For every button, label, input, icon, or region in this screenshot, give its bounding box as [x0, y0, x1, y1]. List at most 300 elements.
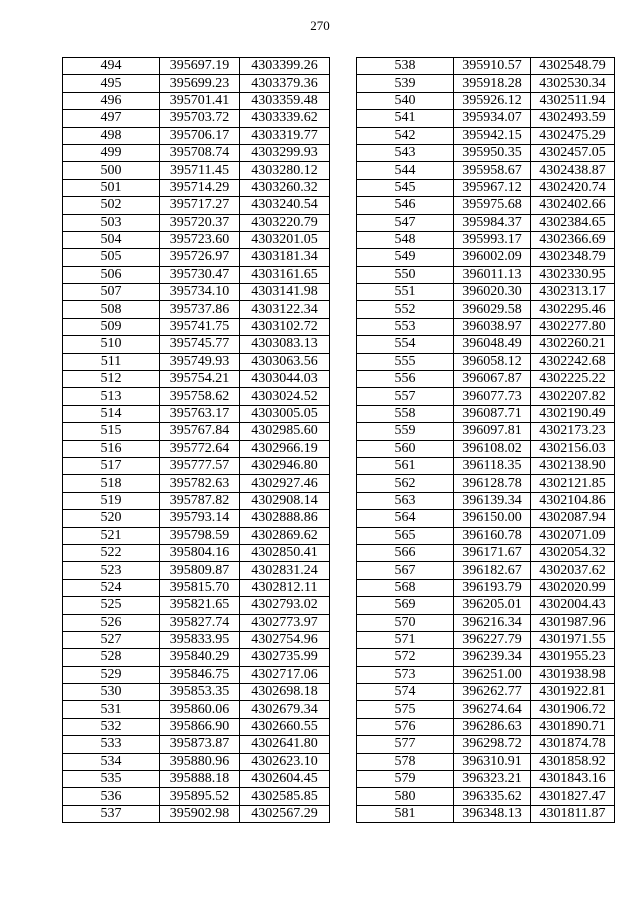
table-row: [63, 405, 330, 422]
point-number-cell: 536: [63, 788, 160, 805]
point-number-cell: 503: [63, 214, 160, 231]
y-coordinate-cell: 4303260.32: [240, 179, 330, 196]
point-number-cell: 571: [357, 631, 454, 648]
y-coordinate-cell: 4302384.65: [531, 214, 615, 231]
point-number-cell: 558: [357, 405, 454, 422]
point-number-cell: 522: [63, 544, 160, 561]
point-number-cell: 500: [63, 162, 160, 179]
table-row: [63, 336, 330, 353]
y-coordinate-cell: 4302641.80: [240, 736, 330, 753]
y-coordinate-cell: 4302511.94: [531, 92, 615, 109]
point-number-cell: 561: [357, 457, 454, 474]
point-number-cell: 575: [357, 701, 454, 718]
x-coordinate-cell: 395701.41: [160, 92, 240, 109]
point-number-cell: 540: [357, 92, 454, 109]
point-number-cell: 548: [357, 231, 454, 248]
x-coordinate-cell: 395926.12: [454, 92, 531, 109]
right-coordinate-table: [356, 57, 615, 823]
table-row: [63, 684, 330, 701]
point-number-cell: 527: [63, 631, 160, 648]
x-coordinate-cell: 395717.27: [160, 197, 240, 214]
x-coordinate-cell: 396193.79: [454, 579, 531, 596]
x-coordinate-cell: 395827.74: [160, 614, 240, 631]
table-row: [357, 597, 615, 614]
table-row: [63, 110, 330, 127]
table-row: [63, 371, 330, 388]
table-row: [63, 388, 330, 405]
table-row: [357, 631, 615, 648]
point-number-cell: 515: [63, 423, 160, 440]
point-number-cell: 543: [357, 144, 454, 161]
table-row: [63, 492, 330, 509]
table-row: [357, 771, 615, 788]
point-number-cell: 530: [63, 684, 160, 701]
table-row: [357, 510, 615, 527]
table-row: [357, 231, 615, 248]
y-coordinate-cell: 4302966.19: [240, 440, 330, 457]
point-number-cell: 517: [63, 457, 160, 474]
y-coordinate-cell: 4302548.79: [531, 58, 615, 75]
page-number: 270: [310, 18, 330, 33]
table-row: [63, 58, 330, 75]
point-number-cell: 513: [63, 388, 160, 405]
table-row: [63, 440, 330, 457]
table-row: [357, 318, 615, 335]
y-coordinate-cell: 4302660.55: [240, 718, 330, 735]
table-row: [357, 110, 615, 127]
x-coordinate-cell: 396171.67: [454, 544, 531, 561]
point-number-cell: 501: [63, 179, 160, 196]
table-row: [63, 92, 330, 109]
table-row: [357, 684, 615, 701]
y-coordinate-cell: 4302831.24: [240, 562, 330, 579]
table-row: [357, 614, 615, 631]
table-row: [63, 301, 330, 318]
y-coordinate-cell: 4302207.82: [531, 388, 615, 405]
x-coordinate-cell: 396216.34: [454, 614, 531, 631]
point-number-cell: 552: [357, 301, 454, 318]
table-row: [63, 179, 330, 196]
y-coordinate-cell: 4302054.32: [531, 544, 615, 561]
table-row: [357, 666, 615, 683]
point-number-cell: 519: [63, 492, 160, 509]
table-row: [357, 179, 615, 196]
table-row: [357, 544, 615, 561]
left-table-body: [63, 58, 330, 823]
point-number-cell: 512: [63, 371, 160, 388]
point-number-cell: 525: [63, 597, 160, 614]
x-coordinate-cell: 395741.75: [160, 318, 240, 335]
y-coordinate-cell: 4301922.81: [531, 684, 615, 701]
y-coordinate-cell: 4302242.68: [531, 353, 615, 370]
y-coordinate-cell: 4302348.79: [531, 249, 615, 266]
y-coordinate-cell: 4301811.87: [531, 805, 615, 822]
y-coordinate-cell: 4302438.87: [531, 162, 615, 179]
x-coordinate-cell: 396020.30: [454, 284, 531, 301]
x-coordinate-cell: 396335.62: [454, 788, 531, 805]
point-number-cell: 557: [357, 388, 454, 405]
x-coordinate-cell: 396139.34: [454, 492, 531, 509]
y-coordinate-cell: 4302850.41: [240, 544, 330, 561]
x-coordinate-cell: 395758.62: [160, 388, 240, 405]
x-coordinate-cell: 395714.29: [160, 179, 240, 196]
x-coordinate-cell: 395975.68: [454, 197, 531, 214]
x-coordinate-cell: 396077.73: [454, 388, 531, 405]
x-coordinate-cell: 396038.97: [454, 318, 531, 335]
table-row: [357, 58, 615, 75]
x-coordinate-cell: 395737.86: [160, 301, 240, 318]
x-coordinate-cell: 395723.60: [160, 231, 240, 248]
x-coordinate-cell: 395749.93: [160, 353, 240, 370]
x-coordinate-cell: 396310.91: [454, 753, 531, 770]
point-number-cell: 545: [357, 179, 454, 196]
x-coordinate-cell: 396323.21: [454, 771, 531, 788]
y-coordinate-cell: 4302585.85: [240, 788, 330, 805]
point-number-cell: 570: [357, 614, 454, 631]
point-number-cell: 569: [357, 597, 454, 614]
y-coordinate-cell: 4302567.29: [240, 805, 330, 822]
table-row: [357, 353, 615, 370]
y-coordinate-cell: 4302869.62: [240, 527, 330, 544]
table-row: [63, 457, 330, 474]
table-row: [357, 284, 615, 301]
y-coordinate-cell: 4301938.98: [531, 666, 615, 683]
x-coordinate-cell: 395703.72: [160, 110, 240, 127]
table-row: [357, 144, 615, 161]
x-coordinate-cell: 396058.12: [454, 353, 531, 370]
point-number-cell: 538: [357, 58, 454, 75]
x-coordinate-cell: 395993.17: [454, 231, 531, 248]
y-coordinate-cell: 4301843.16: [531, 771, 615, 788]
table-row: [63, 631, 330, 648]
y-coordinate-cell: 4301906.72: [531, 701, 615, 718]
y-coordinate-cell: 4302121.85: [531, 475, 615, 492]
point-number-cell: 504: [63, 231, 160, 248]
x-coordinate-cell: 395815.70: [160, 579, 240, 596]
point-number-cell: 581: [357, 805, 454, 822]
y-coordinate-cell: 4302004.43: [531, 597, 615, 614]
x-coordinate-cell: 395697.19: [160, 58, 240, 75]
point-number-cell: 562: [357, 475, 454, 492]
table-row: [63, 231, 330, 248]
table-row: [63, 701, 330, 718]
x-coordinate-cell: 395809.87: [160, 562, 240, 579]
x-coordinate-cell: 395708.74: [160, 144, 240, 161]
point-number-cell: 577: [357, 736, 454, 753]
x-coordinate-cell: 396097.81: [454, 423, 531, 440]
y-coordinate-cell: 4303379.36: [240, 75, 330, 92]
x-coordinate-cell: 396160.78: [454, 527, 531, 544]
y-coordinate-cell: 4302313.17: [531, 284, 615, 301]
y-coordinate-cell: 4302330.95: [531, 266, 615, 283]
table-row: [357, 249, 615, 266]
point-number-cell: 531: [63, 701, 160, 718]
x-coordinate-cell: 395984.37: [454, 214, 531, 231]
x-coordinate-cell: 395902.98: [160, 805, 240, 822]
table-row: [357, 405, 615, 422]
y-coordinate-cell: 4301971.55: [531, 631, 615, 648]
x-coordinate-cell: 395950.35: [454, 144, 531, 161]
x-coordinate-cell: 395821.65: [160, 597, 240, 614]
point-number-cell: 523: [63, 562, 160, 579]
y-coordinate-cell: 4303339.62: [240, 110, 330, 127]
y-coordinate-cell: 4302493.59: [531, 110, 615, 127]
table-row: [63, 597, 330, 614]
x-coordinate-cell: 395734.10: [160, 284, 240, 301]
x-coordinate-cell: 395798.59: [160, 527, 240, 544]
y-coordinate-cell: 4302277.80: [531, 318, 615, 335]
point-number-cell: 553: [357, 318, 454, 335]
y-coordinate-cell: 4302475.29: [531, 127, 615, 144]
y-coordinate-cell: 4302402.66: [531, 197, 615, 214]
point-number-cell: 533: [63, 736, 160, 753]
x-coordinate-cell: 395833.95: [160, 631, 240, 648]
x-coordinate-cell: 395754.21: [160, 371, 240, 388]
x-coordinate-cell: 396128.78: [454, 475, 531, 492]
x-coordinate-cell: 395888.18: [160, 771, 240, 788]
point-number-cell: 578: [357, 753, 454, 770]
y-coordinate-cell: 4301858.92: [531, 753, 615, 770]
y-coordinate-cell: 4302037.62: [531, 562, 615, 579]
point-number-cell: 520: [63, 510, 160, 527]
x-coordinate-cell: 395730.47: [160, 266, 240, 283]
table-row: [63, 544, 330, 561]
point-number-cell: 495: [63, 75, 160, 92]
x-coordinate-cell: 396239.34: [454, 649, 531, 666]
x-coordinate-cell: 396108.02: [454, 440, 531, 457]
point-number-cell: 496: [63, 92, 160, 109]
x-coordinate-cell: 395782.63: [160, 475, 240, 492]
point-number-cell: 539: [357, 75, 454, 92]
table-row: [357, 753, 615, 770]
x-coordinate-cell: 396002.09: [454, 249, 531, 266]
x-coordinate-cell: 395720.37: [160, 214, 240, 231]
table-row: [357, 214, 615, 231]
point-number-cell: 551: [357, 284, 454, 301]
point-number-cell: 528: [63, 649, 160, 666]
x-coordinate-cell: 395853.35: [160, 684, 240, 701]
table-row: [357, 197, 615, 214]
table-row: [63, 423, 330, 440]
x-coordinate-cell: 396274.64: [454, 701, 531, 718]
y-coordinate-cell: 4301874.78: [531, 736, 615, 753]
table-row: [63, 353, 330, 370]
x-coordinate-cell: 395918.28: [454, 75, 531, 92]
y-coordinate-cell: 4303102.72: [240, 318, 330, 335]
y-coordinate-cell: 4301827.47: [531, 788, 615, 805]
y-coordinate-cell: 4301890.71: [531, 718, 615, 735]
point-number-cell: 541: [357, 110, 454, 127]
x-coordinate-cell: 396286.63: [454, 718, 531, 735]
y-coordinate-cell: 4303399.26: [240, 58, 330, 75]
point-number-cell: 559: [357, 423, 454, 440]
table-row: [63, 475, 330, 492]
table-row: [63, 562, 330, 579]
y-coordinate-cell: 4302946.80: [240, 457, 330, 474]
table-row: [63, 614, 330, 631]
y-coordinate-cell: 4302260.21: [531, 336, 615, 353]
x-coordinate-cell: 395910.57: [454, 58, 531, 75]
point-number-cell: 549: [357, 249, 454, 266]
table-row: [357, 492, 615, 509]
point-number-cell: 550: [357, 266, 454, 283]
table-row: [357, 579, 615, 596]
x-coordinate-cell: 395967.12: [454, 179, 531, 196]
point-number-cell: 516: [63, 440, 160, 457]
x-coordinate-cell: 395772.64: [160, 440, 240, 457]
x-coordinate-cell: 396251.00: [454, 666, 531, 683]
y-coordinate-cell: 4303201.05: [240, 231, 330, 248]
y-coordinate-cell: 4302420.74: [531, 179, 615, 196]
point-number-cell: 542: [357, 127, 454, 144]
x-coordinate-cell: 395895.52: [160, 788, 240, 805]
table-row: [357, 475, 615, 492]
x-coordinate-cell: 395880.96: [160, 753, 240, 770]
x-coordinate-cell: 395745.77: [160, 336, 240, 353]
table-row: [357, 805, 615, 822]
table-row: [63, 144, 330, 161]
table-row: [357, 701, 615, 718]
table-row: [63, 127, 330, 144]
point-number-cell: 505: [63, 249, 160, 266]
table-row: [63, 318, 330, 335]
y-coordinate-cell: 4303181.34: [240, 249, 330, 266]
x-coordinate-cell: 396011.13: [454, 266, 531, 283]
y-coordinate-cell: 4303024.52: [240, 388, 330, 405]
x-coordinate-cell: 395726.97: [160, 249, 240, 266]
y-coordinate-cell: 4303240.54: [240, 197, 330, 214]
table-row: [357, 75, 615, 92]
point-number-cell: 568: [357, 579, 454, 596]
point-number-cell: 546: [357, 197, 454, 214]
table-row: [357, 266, 615, 283]
y-coordinate-cell: 4302985.60: [240, 423, 330, 440]
point-number-cell: 547: [357, 214, 454, 231]
y-coordinate-cell: 4302927.46: [240, 475, 330, 492]
point-number-cell: 502: [63, 197, 160, 214]
table-row: [357, 527, 615, 544]
point-number-cell: 564: [357, 510, 454, 527]
table-row: [357, 388, 615, 405]
table-row: [357, 423, 615, 440]
point-number-cell: 532: [63, 718, 160, 735]
y-coordinate-cell: 4302225.22: [531, 371, 615, 388]
y-coordinate-cell: 4301987.96: [531, 614, 615, 631]
point-number-cell: 554: [357, 336, 454, 353]
point-number-cell: 511: [63, 353, 160, 370]
table-row: [63, 805, 330, 822]
y-coordinate-cell: 4303220.79: [240, 214, 330, 231]
point-number-cell: 497: [63, 110, 160, 127]
y-coordinate-cell: 4302295.46: [531, 301, 615, 318]
x-coordinate-cell: 395873.87: [160, 736, 240, 753]
x-coordinate-cell: 395846.75: [160, 666, 240, 683]
point-number-cell: 534: [63, 753, 160, 770]
table-row: [63, 510, 330, 527]
x-coordinate-cell: 396348.13: [454, 805, 531, 822]
x-coordinate-cell: 396262.77: [454, 684, 531, 701]
y-coordinate-cell: 4302793.02: [240, 597, 330, 614]
table-row: [63, 718, 330, 735]
point-number-cell: 506: [63, 266, 160, 283]
x-coordinate-cell: 396298.72: [454, 736, 531, 753]
y-coordinate-cell: 4302087.94: [531, 510, 615, 527]
table-row: [357, 788, 615, 805]
y-coordinate-cell: 4303063.56: [240, 353, 330, 370]
x-coordinate-cell: 395711.45: [160, 162, 240, 179]
y-coordinate-cell: 4303319.77: [240, 127, 330, 144]
point-number-cell: 508: [63, 301, 160, 318]
y-coordinate-cell: 4302366.69: [531, 231, 615, 248]
table-row: [63, 771, 330, 788]
point-number-cell: 576: [357, 718, 454, 735]
y-coordinate-cell: 4302457.05: [531, 144, 615, 161]
x-coordinate-cell: 396227.79: [454, 631, 531, 648]
y-coordinate-cell: 4302908.14: [240, 492, 330, 509]
point-number-cell: 572: [357, 649, 454, 666]
y-coordinate-cell: 4303161.65: [240, 266, 330, 283]
point-number-cell: 573: [357, 666, 454, 683]
x-coordinate-cell: 395767.84: [160, 423, 240, 440]
y-coordinate-cell: 4302104.86: [531, 492, 615, 509]
y-coordinate-cell: 4303359.48: [240, 92, 330, 109]
point-number-cell: 560: [357, 440, 454, 457]
x-coordinate-cell: 395787.82: [160, 492, 240, 509]
y-coordinate-cell: 4302623.10: [240, 753, 330, 770]
point-number-cell: 499: [63, 144, 160, 161]
table-row: [63, 736, 330, 753]
point-number-cell: 529: [63, 666, 160, 683]
y-coordinate-cell: 4302190.49: [531, 405, 615, 422]
table-row: [357, 457, 615, 474]
y-coordinate-cell: 4302173.23: [531, 423, 615, 440]
x-coordinate-cell: 396118.35: [454, 457, 531, 474]
y-coordinate-cell: 4303141.98: [240, 284, 330, 301]
table-row: [63, 197, 330, 214]
table-row: [63, 249, 330, 266]
table-row: [357, 301, 615, 318]
x-coordinate-cell: 396150.00: [454, 510, 531, 527]
y-coordinate-cell: 4303122.34: [240, 301, 330, 318]
y-coordinate-cell: 4302735.99: [240, 649, 330, 666]
x-coordinate-cell: 395942.15: [454, 127, 531, 144]
y-coordinate-cell: 4302698.18: [240, 684, 330, 701]
point-number-cell: 580: [357, 788, 454, 805]
x-coordinate-cell: 396048.49: [454, 336, 531, 353]
y-coordinate-cell: 4302888.86: [240, 510, 330, 527]
point-number-cell: 565: [357, 527, 454, 544]
y-coordinate-cell: 4301955.23: [531, 649, 615, 666]
point-number-cell: 514: [63, 405, 160, 422]
x-coordinate-cell: 395804.16: [160, 544, 240, 561]
table-row: [357, 336, 615, 353]
y-coordinate-cell: 4303044.03: [240, 371, 330, 388]
point-number-cell: 535: [63, 771, 160, 788]
y-coordinate-cell: 4303083.13: [240, 336, 330, 353]
table-row: [63, 266, 330, 283]
y-coordinate-cell: 4302812.11: [240, 579, 330, 596]
point-number-cell: 555: [357, 353, 454, 370]
point-number-cell: 524: [63, 579, 160, 596]
x-coordinate-cell: 395840.29: [160, 649, 240, 666]
table-row: [63, 788, 330, 805]
point-number-cell: 556: [357, 371, 454, 388]
x-coordinate-cell: 396067.87: [454, 371, 531, 388]
x-coordinate-cell: 395860.06: [160, 701, 240, 718]
point-number-cell: 509: [63, 318, 160, 335]
table-row: [63, 579, 330, 596]
point-number-cell: 563: [357, 492, 454, 509]
